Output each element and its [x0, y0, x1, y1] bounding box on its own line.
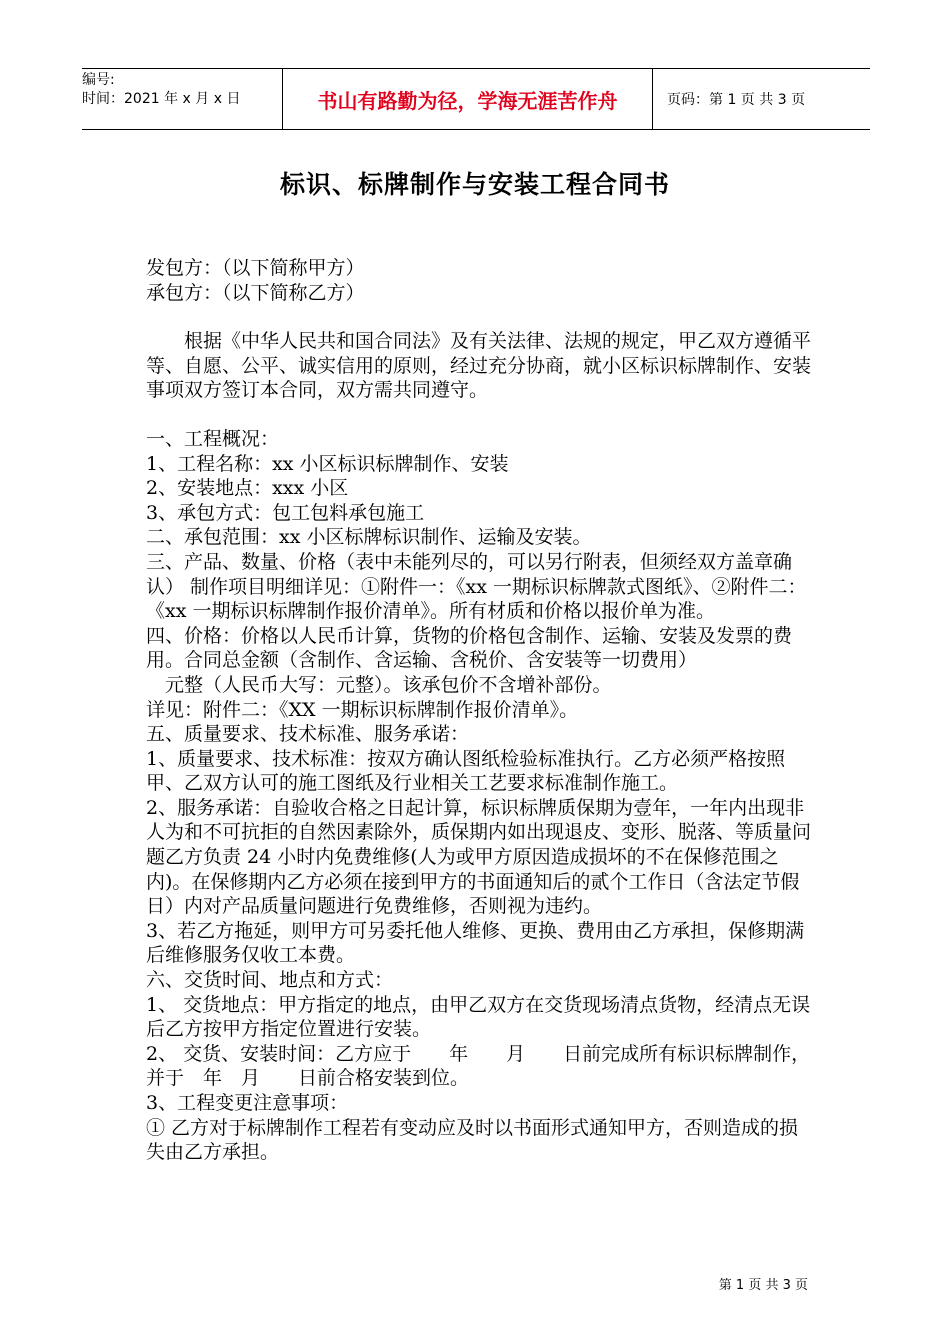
header-motto: 书山有路勤为径，学海无涯苦作舟 — [282, 69, 653, 129]
clause-line: ① 乙方对于标牌制作工程若有变动应及时以书面形式通知甲方，否则造成的损失由乙方承担。 — [146, 1116, 799, 1164]
spacer — [146, 305, 816, 329]
clause-line: 2、安装地点：xxx 小区 — [146, 477, 349, 500]
clause-line: 一、工程概况： — [146, 427, 280, 450]
clause-line: 2、服务承诺：自验收合格之日起计算，标识标牌质保期为壹年，一年内出现非人为和不可抗拒的自然因素除外，质保期内如出现退皮、变形、脱落、等质量问题乙方负责 24 小时内免费维修(人为或甲方原因造成损坏的不在保修范围之内)。在保修期内乙方必须在接到甲方的书面通知后的贰个工作日（含法定节假日）内对产品质量问题进行免费维修，否则视为违约。 — [146, 796, 812, 918]
header-page-info: 页码：第 1 页 共 3 页 — [667, 92, 806, 108]
clause-line: 1、质量要求、技术标准：按双方确认图纸检验标准执行。乙方必须严格按照甲、乙双方认可的施工图纸及行业相关工艺要求标准制作施工。 — [146, 747, 786, 795]
clause-line: 1、工程名称：xx 小区标识标牌制作、安装 — [146, 452, 509, 475]
clause-line: 六、交货时间、地点和方式： — [146, 969, 394, 992]
clause-line: 三、产品、数量、价格（表中未能列尽的，可以另行附表，但须经双方盖章确认） 制作项目明细详见：①附件一：《xx 一期标识标牌款式图纸》、②附件二：《xx 一期标识标牌制作报价清单》。所有材质和价格以报价单为准。 — [146, 550, 807, 623]
clause-line: 五、质量要求、技术标准、服务承诺： — [146, 723, 470, 746]
clause-line: 元整（人民币大写：元整）。该承包价不含增补部份。 — [146, 673, 612, 696]
clause-line: 四、价格：价格以人民币计算，货物的价格包含制作、运输、安装及发票的费用。合同总金额（含制作、含运输、含税价、含安装等一切费用） — [146, 624, 793, 672]
clause-line: 3、若乙方拖延，则甲方可另委托他人维修、更换、费用由乙方承担，保修期满后维修服务仅收工本费。 — [146, 919, 805, 967]
document-number-label: 编号: — [82, 72, 115, 88]
page-footer: 第 1 页 共 3 页 — [718, 1278, 808, 1293]
clause-line: 2、 交货、安装时间：乙方应于 年 月 日前完成所有标识标牌制作，并于 年 月 日前合格安装到位。 — [146, 1042, 811, 1090]
party-employer: 发包方：（以下简称甲方） — [146, 257, 365, 279]
page-header — [82, 68, 870, 130]
document-title: 标识、标牌制作与安装工程合同书 — [279, 170, 670, 199]
document-time: 时间：2021 年 x 月 x 日 — [82, 91, 241, 107]
clause-line: 3、工程变更注意事项： — [146, 1092, 349, 1114]
header-meta — [82, 69, 282, 129]
clause-line: 二、承包范围：xx 小区标牌标识制作、运输及安装。 — [146, 526, 592, 549]
party-contractor: 承包方：（以下简称乙方） — [146, 281, 365, 304]
clause-line: 3、承包方式：包工包料承包施工 — [146, 501, 425, 524]
intro-paragraph: 根据《中华人民共和国合同法》及有关法律、法规的规定，甲乙双方遵循平等、自愿、公平、诚实信用的原则，经过充分协商，就小区标识标牌制作、安装事项双方签订本合同，双方需共同遵守。 — [146, 330, 812, 402]
spacer — [146, 403, 816, 427]
clause-line: 1、 交货地点：甲方指定的地点，由甲乙双方在交货现场清点货物，经清点无误后乙方按甲方指定位置进行安装。 — [146, 993, 811, 1041]
clause-line: 详见：附件二：《XX 一期标识标牌制作报价清单》。 — [146, 698, 579, 721]
document-body — [146, 256, 816, 1165]
